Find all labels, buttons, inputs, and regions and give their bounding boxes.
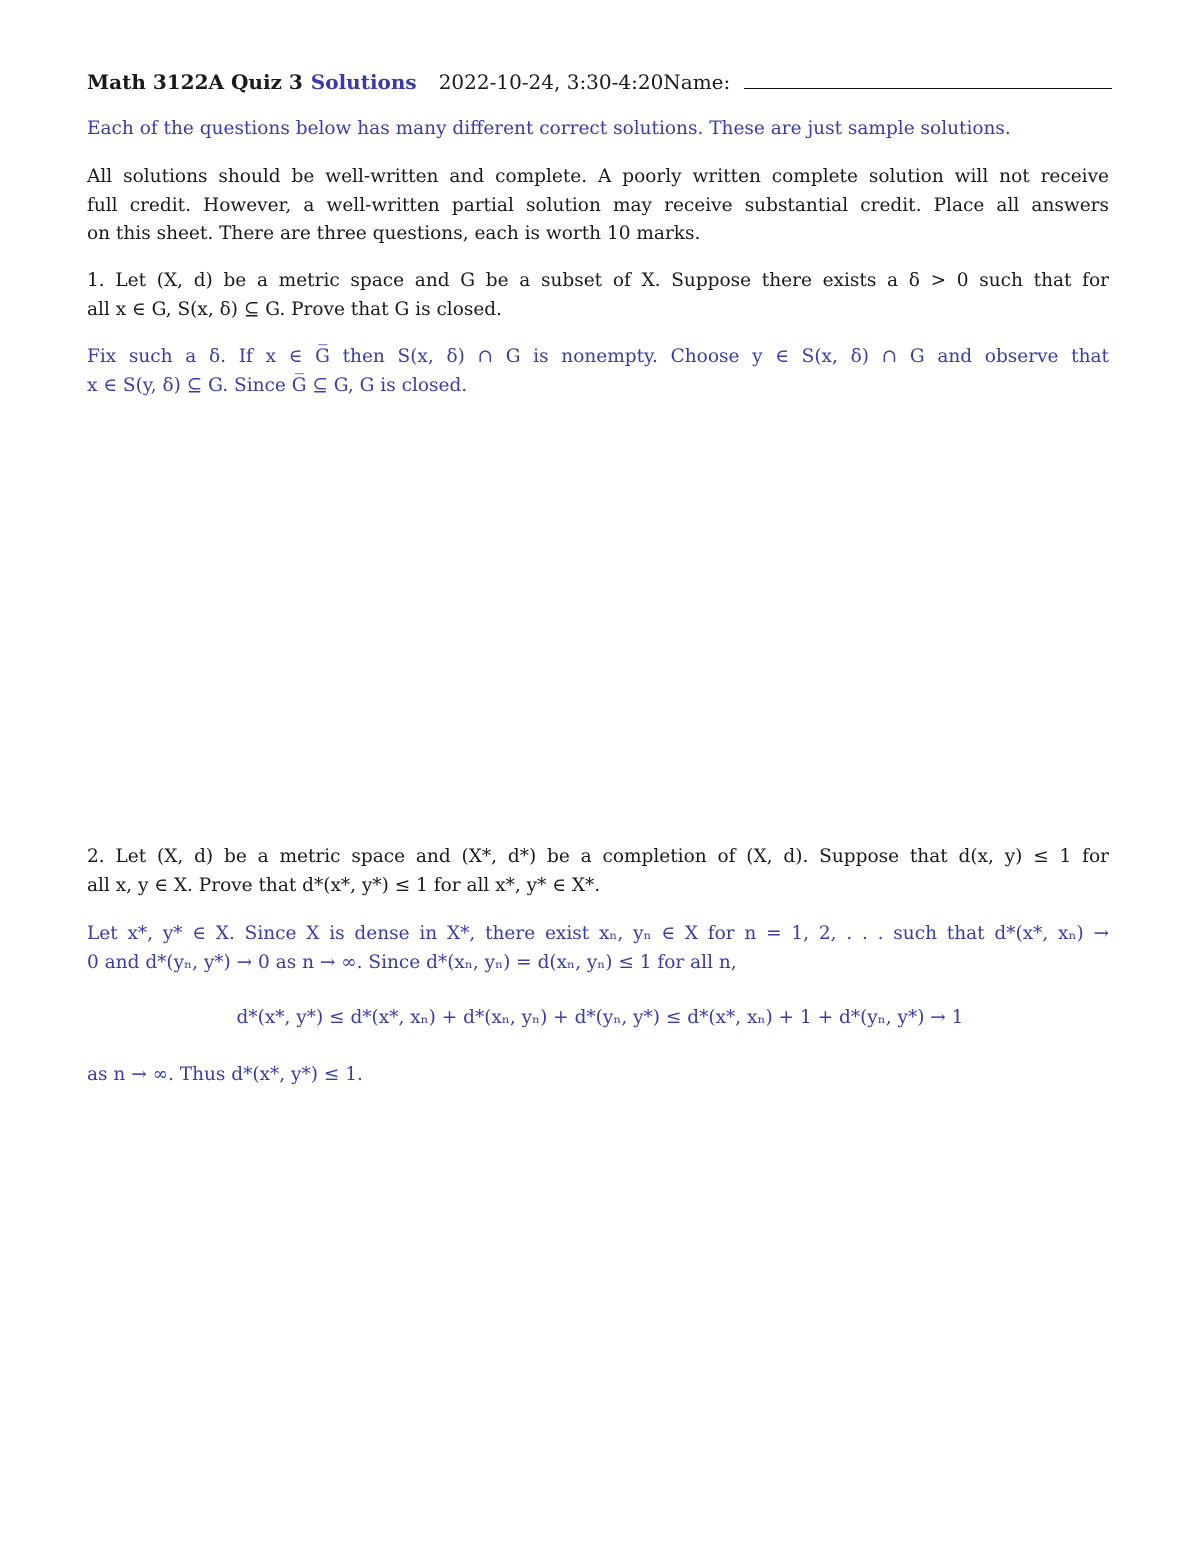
question-1-line: all x ∈ G, S(x, δ) ⊆ G. Prove that G is closed. (87, 298, 503, 320)
question-1 (87, 267, 1109, 324)
answer-1 (87, 343, 1109, 400)
answer-2-conclusion (87, 1061, 1109, 1090)
quiz-date: 2022-10-24, 3:30-4:20 (438, 70, 664, 94)
name-label: Name: (663, 70, 731, 94)
instructions-line: All solutions should be well-written and complete. A poorly written complete solution will not receive (87, 166, 1109, 187)
question-2 (87, 843, 1109, 900)
answer-2-line: Let x*, y* ∈ X. Since X is dense in X*, there exist xₙ, yₙ ∈ X for n = 1, 2, . . . such that d*(x*, xₙ) → (87, 923, 1109, 944)
instructions-line: on this sheet. There are three questions, each is worth 10 marks. (87, 223, 701, 244)
answer-2-equation: d*(x*, y*) ≤ d*(x*, xₙ) + d*(xₙ, yₙ) + d*(yₙ, y*) ≤ d*(x*, xₙ) + 1 + d*(yₙ, y*) → 1 (236, 1007, 964, 1028)
answer-2-conclusion-line: as n → ∞. Thus d*(x*, y*) ≤ 1. (87, 1064, 363, 1085)
answer-1-line: x ∈ S(y, δ) ⊆ G. Since G̅ ⊆ G, G is closed. (87, 374, 468, 396)
question-2-line: 2. Let (X, d) be a metric space and (X*, d*) be a completion of (X, d). Suppose that d(x, y) ≤ 1 for (87, 846, 1109, 867)
question-1-line: 1. Let (X, d) be a metric space and G be a subset of X. Suppose there exists a δ > 0 such that for (87, 270, 1109, 291)
instructions (87, 163, 1109, 249)
note-line: Each of the questions below has many different correct solutions. These are just sample solutions. (87, 118, 1011, 139)
quiz-header (87, 64, 1112, 98)
answer-2 (87, 920, 1109, 977)
course-title: Math 3122A Quiz 3 (87, 70, 303, 94)
instructions-line: full credit. However, a well-written partial solution may receive substantial credit. Place all answers (87, 194, 1109, 216)
question-2-line: all x, y ∈ X. Prove that d*(x*, y*) ≤ 1 for all x*, y* ∈ X*. (87, 874, 601, 896)
solutions-note (87, 115, 1109, 144)
name-field-line (744, 64, 1112, 89)
answer-2-line: 0 and d*(yₙ, y*) → 0 as n → ∞. Since d*(xₙ, yₙ) = d(xₙ, yₙ) ≤ 1 for all n, (87, 951, 737, 973)
solutions-label: Solutions (310, 70, 417, 94)
answer-1-line: Fix such a δ. If x ∈ G̅ then S(x, δ) ∩ G is nonempty. Choose y ∈ S(x, δ) ∩ G and observe that (87, 346, 1109, 367)
